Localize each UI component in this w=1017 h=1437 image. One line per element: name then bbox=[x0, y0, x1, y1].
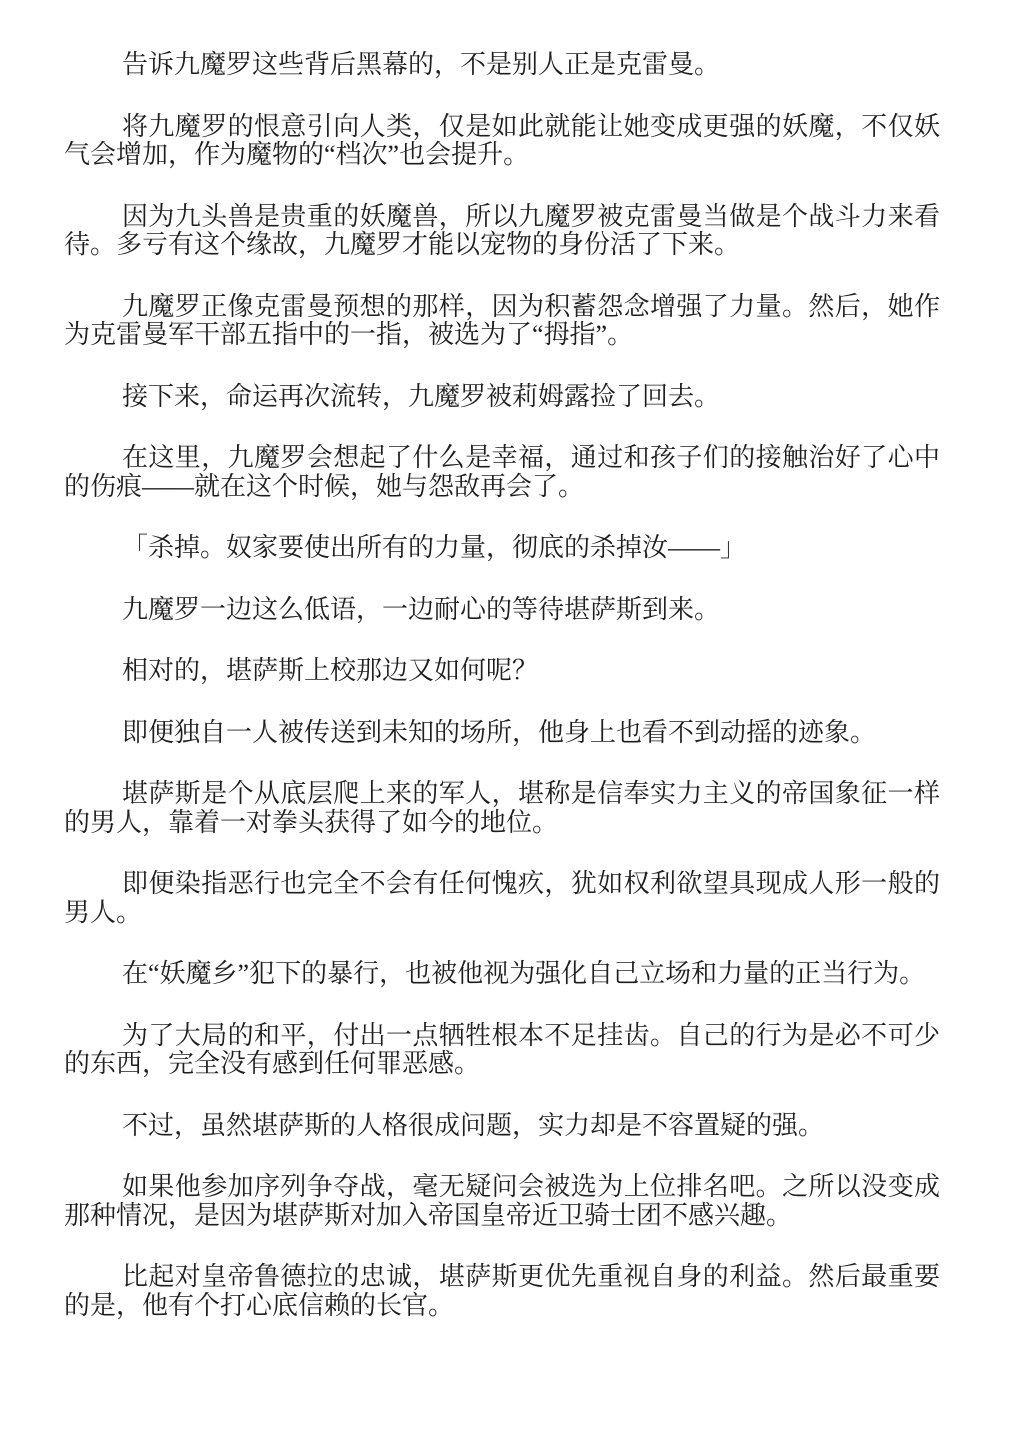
paragraph-01: 告诉九魔罗这些背后黑幕的，不是别人正是克雷曼。 bbox=[122, 50, 721, 79]
paragraph-11: 堪萨斯是个从底层爬上来的军人，堪称是信奉实力主义的帝国象征一样的男人，靠着一对拳头获得了如今的地位。 bbox=[64, 779, 940, 837]
paragraph-10: 即便独自一人被传送到未知的场所，他身上也看不到动摇的迹象。 bbox=[122, 717, 877, 747]
paragraph-02: 将九魔罗的恨意引向人类，仅是如此就能让她变成更强的妖魔，不仅妖气会增加，作为魔物的“档次”也会提升。 bbox=[64, 111, 940, 169]
paragraph-07-dialogue: 「杀掉。奴家要使出所有的力量，彻底的杀掉汝——」 bbox=[122, 533, 747, 562]
paragraph-12: 即便染指恶行也完全不会有任何愧疚，犹如权利欲望具现成人形一般的男人。 bbox=[64, 869, 940, 927]
paragraph-04: 九魔罗正像克雷曼预想的那样，因为积蓄怨念增强了力量。然后，她作为克雷曼军干部五指中的一指，被选为了“拇指”。 bbox=[64, 291, 940, 349]
paragraph-17: 比起对皇帝鲁德拉的忠诚，堪萨斯更优先重视自身的利益。然后最重要的是，他有个打心底信赖的长官。 bbox=[64, 1262, 940, 1320]
paragraph-15: 不过，虽然堪萨斯的人格很成问题，实力却是不容置疑的强。 bbox=[122, 1110, 825, 1140]
paragraph-06: 在这里，九魔罗会想起了什么是幸福，通过和孩子们的接触治好了心中的伤痕——就在这个时候，她与怨敌再会了。 bbox=[64, 443, 940, 501]
paragraph-14: 为了大局的和平，付出一点牺牲根本不足挂齿。自己的行为是必不可少的东西，完全没有感到任何罪恶感。 bbox=[64, 1020, 940, 1078]
paragraph-16: 如果他参加序列争夺战，毫无疑问会被选为上位排名吧。之所以没变成那种情况，是因为堪萨斯对加入帝国皇帝近卫骑士团不感兴趣。 bbox=[64, 1172, 940, 1230]
paragraph-09: 相对的，堪萨斯上校那边又如何呢？ bbox=[122, 656, 539, 685]
paragraph-08: 九魔罗一边这么低语，一边耐心的等待堪萨斯到来。 bbox=[122, 594, 721, 624]
paragraph-13: 在“妖魔乡”犯下的暴行，也被他视为强化自己立场和力量的正当行为。 bbox=[122, 959, 926, 988]
paragraph-05: 接下来，命运再次流转，九魔罗被莉姆露捡了回去。 bbox=[122, 381, 721, 411]
paragraph-03: 因为九头兽是贵重的妖魔兽，所以九魔罗被克雷曼当做是个战斗力来看待。多亏有这个缘故，九魔罗才能以宠物的身份活了下来。 bbox=[64, 201, 940, 259]
